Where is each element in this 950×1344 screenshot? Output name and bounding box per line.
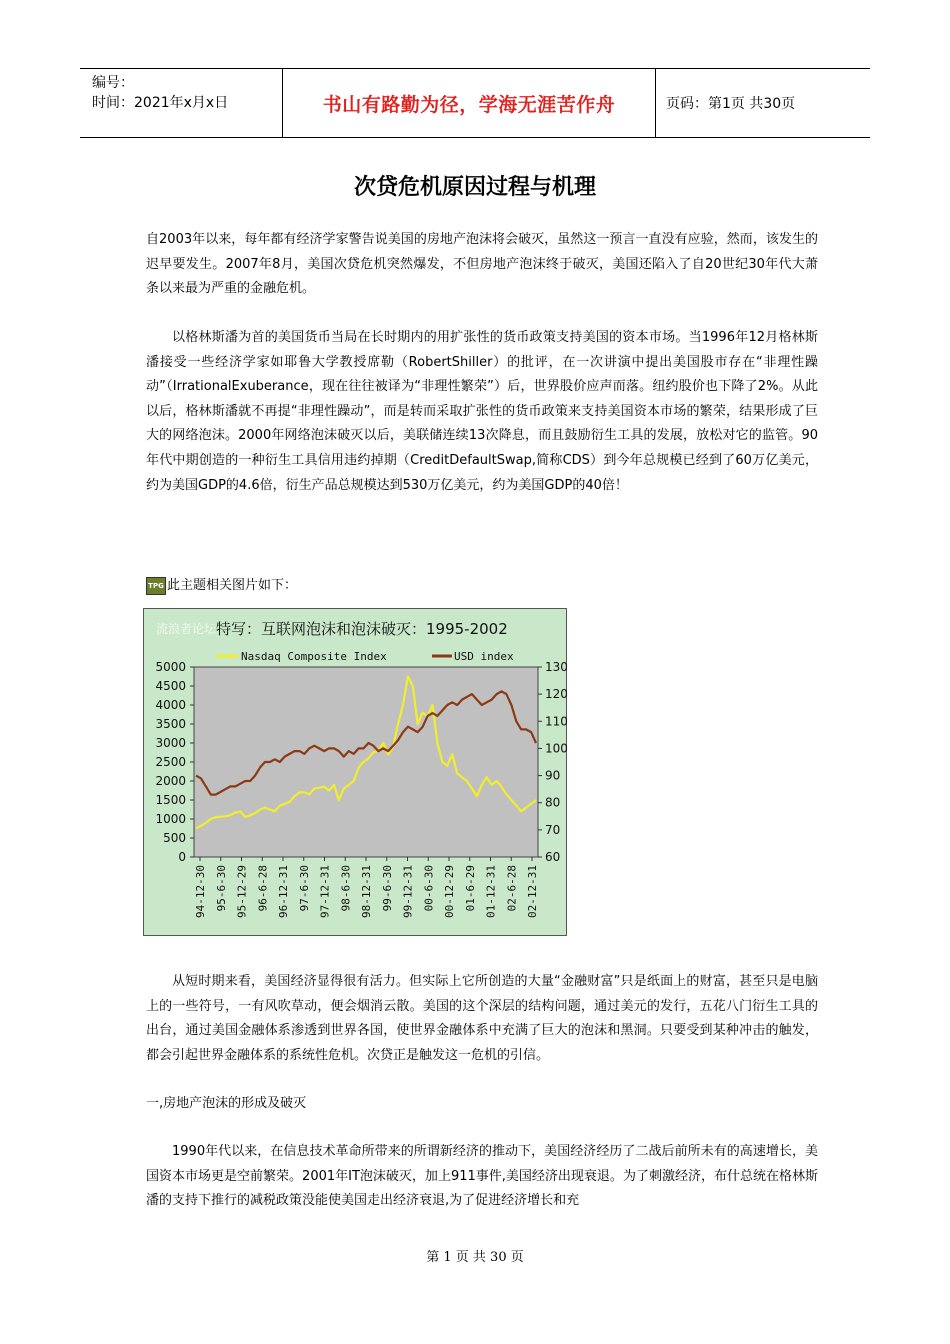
- left-axis-tick-label: 4000: [155, 698, 186, 712]
- legend-label-usd: USD index: [454, 650, 514, 663]
- left-axis-tick-label: 3500: [155, 717, 186, 731]
- x-axis-tick-label: 02-6-28: [505, 865, 519, 912]
- left-axis-tick-label: 500: [163, 831, 186, 845]
- x-axis-tick-label: 01-12-31: [484, 865, 498, 918]
- paragraph-4: 1990年代以来，在信息技术革命所带来的所谓新经济的推动下，美国经济经历了二战后前所未有的高速增长，美国资本市场更是空前繁荣。2001年IT泡沫破灭，加上911事件,美国经济出现衰退。为了刺激经济，布什总统在格林斯潘的支持下推行的减税政策没能使美国走出经济衰退,为了促进经济增长和充: [146, 1144, 818, 1209]
- x-axis-tick-label: 99-6-30: [380, 865, 394, 912]
- x-axis-tick-label: 99-12-31: [401, 865, 415, 918]
- x-axis-tick-label: 97-12-31: [318, 865, 332, 918]
- x-axis-tick-label: 97-6-30: [297, 865, 311, 912]
- chart-title: 特写：互联网泡沫和泡沫破灭：1995-2002: [216, 620, 508, 638]
- right-axis-tick-label: 120: [545, 687, 568, 702]
- x-axis-tick-label: 95-6-30: [214, 865, 228, 912]
- page-footer: 第 1 页 共 30 页: [426, 1250, 524, 1265]
- right-axis-tick-label: 80: [545, 795, 561, 810]
- right-axis-tick-label: 110: [545, 714, 568, 729]
- image-badge-icon: TPG: [146, 577, 166, 595]
- left-axis-tick-label: 4500: [155, 679, 186, 693]
- left-axis-tick-label: 3000: [155, 736, 186, 750]
- x-axis-tick-label: 95-12-29: [235, 865, 249, 918]
- x-axis-tick-label: 01-6-29: [463, 865, 477, 912]
- left-axis-tick-label: 5000: [155, 660, 186, 674]
- number-label: 编号：: [92, 75, 134, 91]
- x-axis-tick-label: 94-12-30: [194, 865, 207, 918]
- image-caption: 此主题相关图片如下：: [167, 578, 298, 593]
- paragraph-1: 自2003年以来，每年都有经济学家警告说美国的房地产泡沫将会破灭，虽然这一预言一直没有应验，然而，该发生的迟早要发生。2007年8月，美国次贷危机突然爆发，不但房地产泡沫终于破灭，美国还陷入了自20世纪30年代大萧条以来最为严重的金融危机。: [146, 232, 818, 297]
- left-axis-tick-label: 2500: [155, 755, 186, 769]
- header-table: [80, 68, 870, 138]
- right-axis-tick-label: 60: [545, 850, 561, 864]
- legend-label-nasdaq: Nasdaq Composite Index: [241, 650, 387, 663]
- paragraph-3: 从短时期来看，美国经济显得很有活力。但实际上它所创造的大量“金融财富”只是纸面上的财富，甚至只是电脑上的一些符号，一有风吹草动，便会烟消云散。美国的这个深层的结构问题，通过美元的发行，五花八门衍生工具的出台，通过美国金融体系渗透到世界各国，使世界金融体系中充满了巨大的泡沫和黑洞。只要受到某种冲击的触发，都会引起世界金融体系的系统性危机。次贷正是触发这一危机的引信。: [146, 974, 818, 1063]
- x-axis-tick-label: 02-12-31: [526, 865, 539, 918]
- x-axis-tick-label: 98-6-30: [339, 865, 353, 912]
- header-page-label: 页码：第1页 共30页: [666, 96, 796, 112]
- chart-watermark: 流浪者论坛: [156, 622, 217, 636]
- right-axis-tick-label: 100: [545, 741, 568, 756]
- left-axis-tick-label: 0: [178, 850, 186, 864]
- left-axis-tick-label: 1500: [155, 793, 186, 807]
- chart-svg: [144, 609, 568, 937]
- right-axis-tick-label: 90: [545, 768, 561, 783]
- left-axis-tick-label: 1000: [155, 812, 186, 826]
- header-meta: [80, 69, 282, 137]
- paragraph-2: 以格林斯潘为首的美国货币当局在长时期内的用扩张性的货币政策支持美国的资本市场。当1996年12月格林斯潘接受一些经济学家如耶鲁大学教授席勒（RobertShiller）的批评，在一次讲演中提出美国股市存在“非理性躁动”（IrrationalExuberance，现在往往被译为“非理性繁荣”）后，世界股价应声而落。纽约股价也下降了2%。从此以后，格林斯潘就不再提“非理性躁动”，而是转而采取扩张性的货币政策来支持美国资本市场的繁荣，结果形成了巨大的网络泡沫。2000年网络泡沫破灭以后，美联储连续13次降息，而且鼓励衍生工具的发展，放松对它的监管。90年代中期创造的一种衍生工具信用违约掉期（CreditDefaultSwap,简称CDS）到今年总规模已经到了60万亿美元，约为美国GDP的4.6倍，衍生产品总规模达到530万亿美元，约为美国GDP的40倍！: [146, 330, 818, 493]
- x-axis-tick-label: 00-6-30: [422, 865, 436, 912]
- document-title: 次贷危机原因过程与机理: [353, 175, 596, 200]
- plot-area: [194, 667, 538, 857]
- nasdaq-usd-chart: [143, 608, 567, 936]
- x-axis-tick-label: 98-12-31: [360, 865, 373, 918]
- section-heading: 一,房地产泡沫的形成及破灭: [146, 1096, 307, 1111]
- right-axis-tick-label: 70: [545, 822, 561, 837]
- header-motto: 书山有路勤为径，学海无涯苦作舟: [282, 69, 656, 137]
- right-axis-tick-label: 130: [545, 660, 568, 674]
- x-axis-tick-label: 96-12-31: [277, 865, 290, 918]
- x-axis-tick-label: 96-6-28: [256, 865, 270, 912]
- x-axis-tick-label: 00-12-29: [443, 865, 456, 918]
- time-label: 时间：2021年x月x日: [92, 95, 229, 111]
- image-caption-row: [146, 576, 297, 596]
- left-axis-tick-label: 2000: [155, 774, 186, 788]
